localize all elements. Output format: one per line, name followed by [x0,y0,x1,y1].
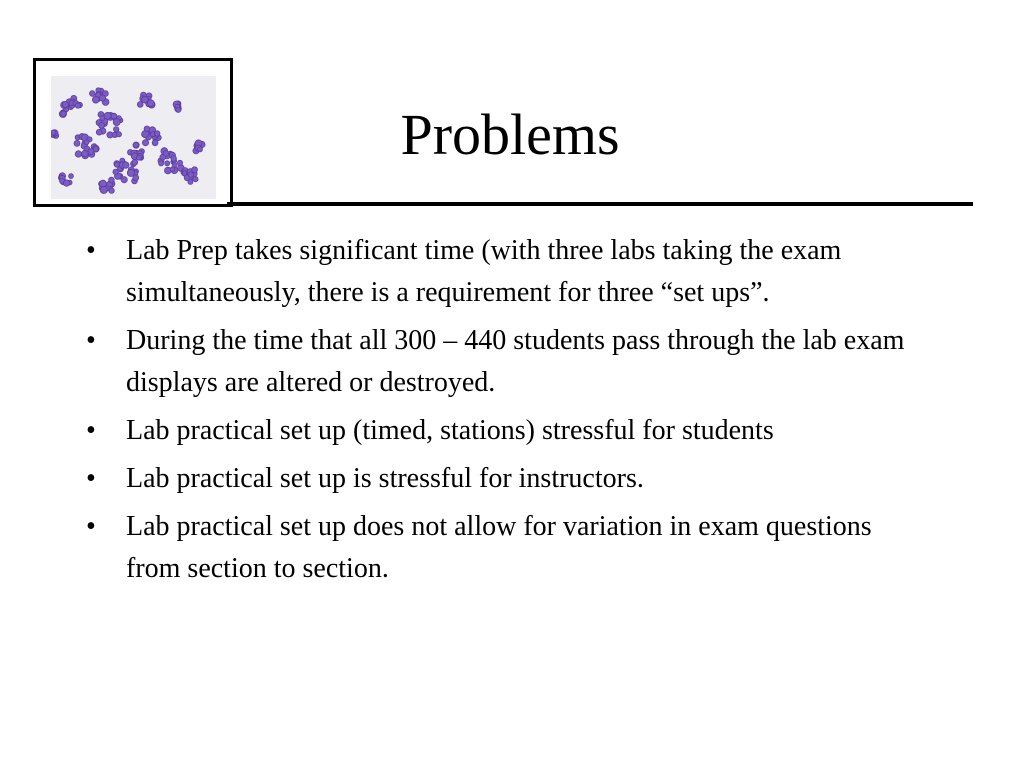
bacterium-cell [144,126,150,132]
bacterium-cell [137,102,143,108]
bacterium-cell [176,107,181,112]
slide-image-frame [33,58,233,207]
bacterium-cell [92,96,99,103]
bacterium-cell [193,177,198,182]
bacterium-cell [127,169,134,176]
bacterium-cell [155,131,160,136]
bacterium-cell [152,140,158,146]
bacterium-cell [177,160,182,165]
bacterium-cell [123,162,129,168]
bacterium-cell [90,91,96,97]
bacterium-cell [51,130,56,135]
bacteria-micrograph-icon [51,76,216,199]
bullet-text: Lab practical set up is stressful for instructors. [126,463,644,494]
bacterium-cell [109,177,115,183]
bullet-marker: • [86,511,96,542]
bacterium-cell [165,161,170,166]
bullet-marker: • [86,415,96,446]
bacterium-cell [114,162,119,167]
bacterium-cell [132,159,138,165]
bacterium-cell [192,167,198,173]
bacterium-cell [111,113,117,119]
bacterium-cell [142,96,149,103]
bullet-list [86,230,946,596]
bacterium-cell [61,111,66,116]
bacterium-cell [116,132,121,137]
bacterium-cell [69,174,74,179]
bacterium-cell [171,156,177,162]
bacterium-cell [82,150,89,157]
bacterium-cell [133,142,138,147]
bacterium-cell [109,188,114,193]
bacterium-cell [99,123,105,129]
bacterium-cell [93,147,98,152]
bacterium-cell [113,169,118,174]
bullet-item [86,458,921,500]
bacterium-cell [188,179,193,184]
bacterium-cell [99,95,105,101]
bacterium-cell [96,129,102,135]
bacterium-cell [137,155,142,160]
bacterium-cell [100,186,107,193]
slide-title: Problems [400,102,620,167]
bacterium-cell [198,147,203,152]
bacterium-cell [188,172,193,177]
bacterium-cell [163,151,169,157]
bacterium-cell [148,100,155,107]
bullet-text: During the time that all 300 – 440 students pass through the lab exam displays are altered or destroyed. [126,325,905,398]
bullet-marker: • [86,463,96,494]
bullet-item [86,320,921,404]
bullet-text: Lab practical set up (timed, stations) stressful for students [126,415,774,446]
bullet-text: Lab practical set up does not allow for variation in exam questions from section to section. [126,511,872,584]
bullet-text: Lab Prep takes significant time (with three labs taking the exam simultaneously, there is a requirement for three “set ups”. [126,235,842,308]
bacterium-cell [62,101,68,107]
title-underline [227,202,973,206]
bullet-item [86,410,921,452]
bacterium-cell [74,140,80,146]
bullet-marker: • [86,325,96,356]
bullet-marker: • [86,235,96,266]
bacterium-cell [114,127,119,132]
bullet-item [86,230,921,314]
bacterium-cell [159,161,164,166]
bacterium-cell [104,112,111,119]
bacterium-cell [75,151,81,157]
bacterium-cell [113,119,120,126]
bacterium-cell [75,103,80,108]
bullet-item [86,506,921,590]
bacterium-cell [142,140,148,146]
bacterium-cell [84,140,89,145]
bacterium-cell [172,163,177,168]
bacterium-cell [121,177,127,183]
bacterium-cell [63,180,69,186]
